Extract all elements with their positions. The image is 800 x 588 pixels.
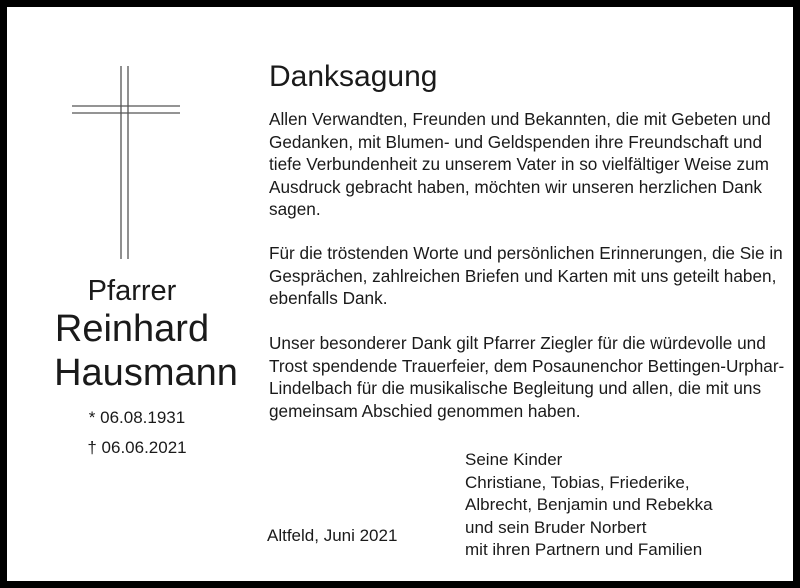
thanks-paragraph-1: Allen Verwandten, Freunden und Bekannten, die mit Gebeten und Gedanken, mit Blumen- und Geldspenden ihre Freundschaft und tiefe Verbundenheit zu unserem Vater in so vielfältiger Weise zum Ausdruck gebracht haben, möchten wir unseren herzlichen Dank sagen. (269, 109, 771, 219)
place-date: Altfeld, Juni 2021 (267, 526, 398, 545)
cross-icon (71, 65, 181, 260)
birth-date: * 06.08.1931 (88, 408, 186, 427)
death-date: † 06.06.2021 (87, 438, 187, 457)
thanks-paragraph-3: Unser besonderer Dank gilt Pfarrer Ziegler für die würdevolle und Trost spendende Trauerfeier, dem Posaunenchor Bettingen-Urphar-Lindelbach für die musikalische Begleitung und allen, die mit uns gemeinsam Abschied genommen haben. (269, 333, 785, 421)
thanks-paragraph-2: Für die tröstenden Worte und persönlichen Erinnerungen, die Sie in Gesprächen, zahlreichen Briefen und Karten mit uns geteilt haben, ebenfalls Dank. (269, 243, 783, 308)
signature-line: mit ihren Partnern und Familien (465, 540, 703, 559)
deceased-first-name: Reinhard (54, 308, 210, 350)
signature-line: Christiane, Tobias, Friederike, (465, 472, 690, 492)
signature-line: Seine Kinder (465, 450, 563, 469)
signature-line: Albrecht, Benjamin und Rebekka (465, 495, 713, 514)
deceased-last-name: Hausmann (54, 352, 238, 394)
signature-block (465, 449, 713, 562)
deceased-title: Pfarrer (87, 275, 177, 307)
page-title: Danksagung (269, 60, 438, 93)
signature-line: und sein Bruder Norbert (465, 517, 647, 537)
